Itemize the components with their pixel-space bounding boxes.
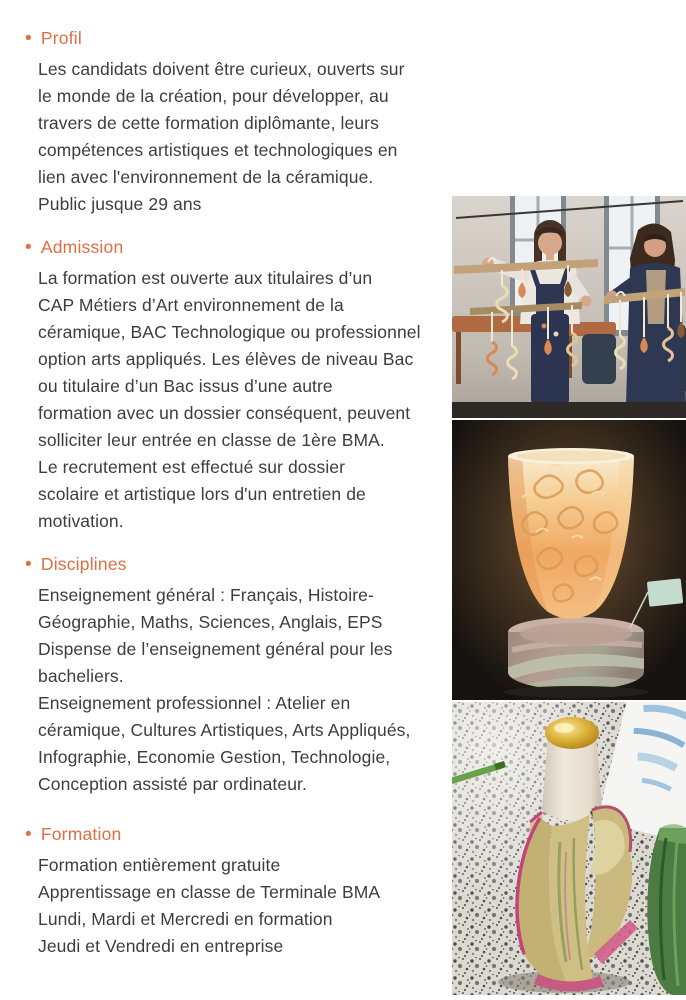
text-line: La formation est ouverte aux titulaires d’un: [38, 268, 373, 288]
text-line: Enseignement professionnel : Atelier en: [38, 693, 351, 713]
section-formation: [25, 822, 447, 960]
section-heading: [25, 822, 447, 847]
text-line: Le recrutement est effectué sur dossier: [38, 457, 346, 477]
text-line: scolaire et artistique lors d'un entretien de: [38, 484, 366, 504]
bullet-icon: •: [25, 28, 32, 49]
exhibit-tag: [647, 578, 683, 606]
section-profil: [25, 26, 447, 218]
text-line: formation avec un dossier conséquent, peuvent: [38, 403, 411, 423]
section-title-profil: Profil: [40, 28, 82, 48]
text-line: bacheliers.: [38, 666, 124, 686]
text-line: Géographie, Maths, Sciences, Anglais, EPS: [38, 612, 383, 632]
photo-glowing-ceramic-lamp: [452, 420, 686, 700]
text-line: lien avec l'environnement de la céramique.: [38, 167, 374, 187]
photo-sculpted-leaf-vase: [452, 702, 686, 995]
text-line: Dispense de l’enseignement général pour les: [38, 639, 393, 659]
section-heading: [25, 552, 447, 577]
text-line: CAP Métiers d’Art environnement de la: [38, 295, 344, 315]
section-body-disciplines: [38, 582, 447, 798]
text-column: [25, 26, 447, 977]
bullet-icon: •: [25, 824, 32, 845]
base-shadow: [504, 686, 648, 698]
gold-dome: [545, 717, 599, 749]
section-admission: [25, 235, 447, 535]
text-line: Jeudi et Vendredi en entreprise: [38, 936, 284, 956]
text-line: compétences artistiques et technologiques en: [38, 140, 398, 160]
text-line: Apprentissage en classe de Terminale BMA: [38, 882, 381, 902]
text-line: solliciter leur entrée en classe de 1ère BMA.: [38, 430, 385, 450]
photo-students-with-ceramic-mobiles: [452, 196, 686, 418]
lamp-photo-illustration: [452, 420, 686, 700]
leaf-vase-photo-illustration: [452, 702, 686, 995]
text-line: Lundi, Mardi et Mercredi en formation: [38, 909, 333, 929]
text-line: option arts appliqués. Les élèves de niveau Bac: [38, 349, 414, 369]
section-title-admission: Admission: [40, 237, 124, 257]
text-line: Public jusque 29 ans: [38, 194, 202, 214]
table-edge: [452, 402, 686, 418]
section-body-profil: [38, 56, 447, 218]
text-line: Enseignement général : Français, Histoire-: [38, 585, 374, 605]
section-body-admission: [38, 265, 447, 535]
text-line: le monde de la création, pour développer, au: [38, 86, 389, 106]
section-disciplines: [25, 552, 447, 798]
bullet-icon: •: [25, 554, 32, 575]
text-line: céramique, Cultures Artistiques, Arts Appliqués,: [38, 720, 411, 740]
text-line: Infographie, Economie Gestion, Technologie,: [38, 747, 391, 767]
section-title-disciplines: Disciplines: [40, 554, 127, 574]
text-line: motivation.: [38, 511, 124, 531]
section-body-formation: [38, 852, 447, 960]
text-line: Les candidats doivent être curieux, ouverts sur: [38, 59, 405, 79]
text-line: Conception assisté par ordinateur.: [38, 774, 307, 794]
text-line: ou titulaire d’un Bac issus d’une autre: [38, 376, 333, 396]
text-line: céramique, BAC Technologique ou professionnel: [38, 322, 421, 342]
section-heading: [25, 235, 447, 260]
bullet-icon: •: [25, 237, 32, 258]
students-photo-illustration: [452, 196, 686, 418]
section-title-formation: Formation: [40, 824, 122, 844]
section-heading: [25, 26, 447, 51]
text-line: Formation entièrement gratuite: [38, 855, 281, 875]
text-line: travers de cette formation diplômante, leurs: [38, 113, 379, 133]
